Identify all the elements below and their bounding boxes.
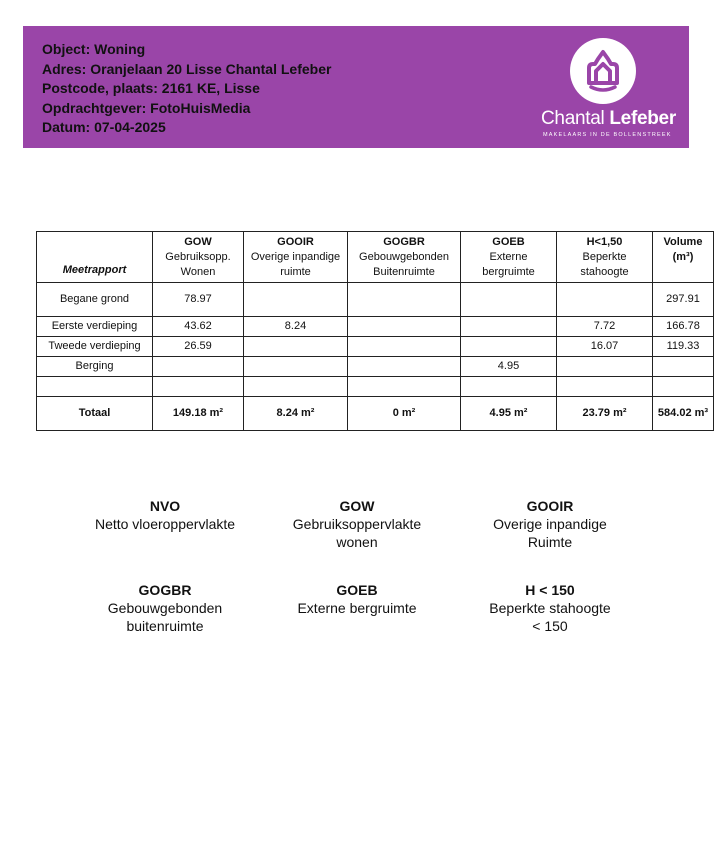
column-code: GOGBR: [383, 236, 425, 248]
table-row: [37, 357, 714, 377]
legend-desc: Externe bergruimte: [297, 600, 417, 616]
column-desc: Buitenruimte: [373, 266, 435, 278]
column-header-gogbr: [348, 232, 461, 283]
column-header-gow: [153, 232, 244, 283]
table-row: [37, 377, 714, 397]
column-desc: Overige inpandige: [250, 251, 341, 263]
table-cell: [557, 377, 653, 397]
table-cell: [653, 357, 714, 377]
table-cell: 297.91: [653, 283, 714, 317]
legend-item-goeb: [257, 581, 457, 617]
legend-item-h150: [450, 581, 650, 635]
row-label: Berging: [37, 357, 153, 377]
legend-item-gooir: [450, 497, 650, 551]
table-cell: 8.24: [244, 317, 348, 337]
legend-desc: Netto vloeroppervlakte: [94, 516, 236, 532]
address-line: Adres: Oranjelaan 20 Lisse Chantal Lefeber: [42, 60, 332, 77]
column-header-volume: [653, 232, 714, 283]
column-code: GOW: [184, 236, 212, 248]
date-line: Datum: 07-04-2025: [42, 119, 166, 135]
brand-tagline: MAKELAARS IN DE BOLLENSTREEK: [543, 132, 672, 138]
table-cell: 26.59: [153, 337, 244, 357]
column-header-h150: [557, 232, 653, 283]
legend-desc: < 150: [532, 618, 568, 634]
legend-desc: Beperkte stahoogte: [489, 600, 611, 616]
measurement-table: [36, 231, 714, 431]
column-desc: Gebruiksopp.: [165, 251, 231, 263]
column-desc: Wonen: [180, 266, 216, 278]
column-desc: Externe: [489, 251, 528, 263]
house-tulip-logo-icon: [569, 37, 637, 105]
table-cell: 16.07: [557, 337, 653, 357]
legend-abbr: GOW: [339, 498, 375, 514]
row-label: Begane grond: [37, 283, 153, 317]
column-desc: stahoogte: [580, 266, 629, 278]
table-cell: 166.78: [653, 317, 714, 337]
table-cell: [348, 377, 461, 397]
table-cell: [461, 337, 557, 357]
brand-last: Lefeber: [609, 108, 676, 129]
table-title-cell: [37, 232, 153, 283]
table-cell: 43.62: [153, 317, 244, 337]
table-header-row: [37, 232, 714, 283]
legend-abbr: H < 150: [525, 582, 575, 598]
brand-first: Chantal: [541, 108, 605, 129]
table-cell: [461, 317, 557, 337]
brand-name: [541, 108, 676, 130]
table-cell: [348, 357, 461, 377]
row-label: Tweede verdieping: [37, 337, 153, 357]
legend-item-gogbr: [65, 581, 265, 635]
column-desc: bergruimte: [482, 266, 535, 278]
total-cell: 23.79 m²: [557, 397, 653, 431]
legend-item-gow: [257, 497, 457, 551]
legend-desc: Gebruiksoppervlakte: [292, 516, 422, 532]
column-desc: Gebouwgebonden: [359, 251, 449, 263]
total-cell: 4.95 m²: [461, 397, 557, 431]
column-desc: ruimte: [280, 266, 311, 278]
column-code: H<1,50: [586, 236, 623, 248]
total-cell: 8.24 m²: [244, 397, 348, 431]
table-cell: [153, 377, 244, 397]
total-cell: 0 m²: [348, 397, 461, 431]
object-line: Object: Woning: [42, 41, 146, 57]
table-cell: [244, 357, 348, 377]
table-cell: [153, 357, 244, 377]
legend-abbr: GOEB: [336, 582, 378, 598]
table-cell: [348, 337, 461, 357]
column-desc: Beperkte: [582, 251, 627, 263]
table-cell: [244, 377, 348, 397]
legend-desc: Gebouwgebonden: [107, 600, 223, 616]
table-cell: [557, 357, 653, 377]
table-row: [37, 337, 714, 357]
table-cell: [348, 317, 461, 337]
table-cell: [461, 377, 557, 397]
column-code: Volume: [663, 236, 703, 248]
legend-abbr: NVO: [149, 498, 181, 514]
legend-abbr: GOGBR: [138, 582, 192, 598]
table-cell: [244, 283, 348, 317]
column-code: GOEB: [492, 236, 525, 248]
column-header-goeb: [461, 232, 557, 283]
column-code: GOOIR: [277, 236, 314, 248]
property-info: [42, 40, 331, 138]
table-cell: 7.72: [557, 317, 653, 337]
table-cell: [461, 283, 557, 317]
legend-abbr: GOOIR: [526, 498, 574, 514]
legend-desc: Ruimte: [527, 534, 573, 550]
table-row: [37, 317, 714, 337]
legend-desc: buitenruimte: [126, 618, 204, 634]
header-banner: [23, 26, 689, 148]
legend-item-nvo: [65, 497, 265, 533]
legend-desc: wonen: [336, 534, 378, 550]
total-label: Totaal: [37, 397, 153, 431]
table-cell: 119.33: [653, 337, 714, 357]
table-cell: [557, 283, 653, 317]
total-cell: 149.18 m²: [153, 397, 244, 431]
client-line: Opdrachtgever: FotoHuisMedia: [42, 99, 251, 116]
column-desc: (m³): [672, 251, 694, 263]
table-title: Meetrapport: [62, 264, 127, 276]
row-label: [37, 377, 153, 397]
row-label: Eerste verdieping: [37, 317, 153, 337]
table-cell: 4.95: [461, 357, 557, 377]
legend-desc: Overige inpandige: [493, 516, 607, 532]
column-header-gooir: [244, 232, 348, 283]
table-cell: 78.97: [153, 283, 244, 317]
table-cell: [653, 377, 714, 397]
table-cell: [244, 337, 348, 357]
total-row: [37, 397, 714, 431]
table-row: [37, 283, 714, 317]
total-cell: 584.02 m³: [653, 397, 714, 431]
postcode-line: Postcode, plaats: 2161 KE, Lisse: [42, 80, 260, 96]
table-cell: [348, 283, 461, 317]
